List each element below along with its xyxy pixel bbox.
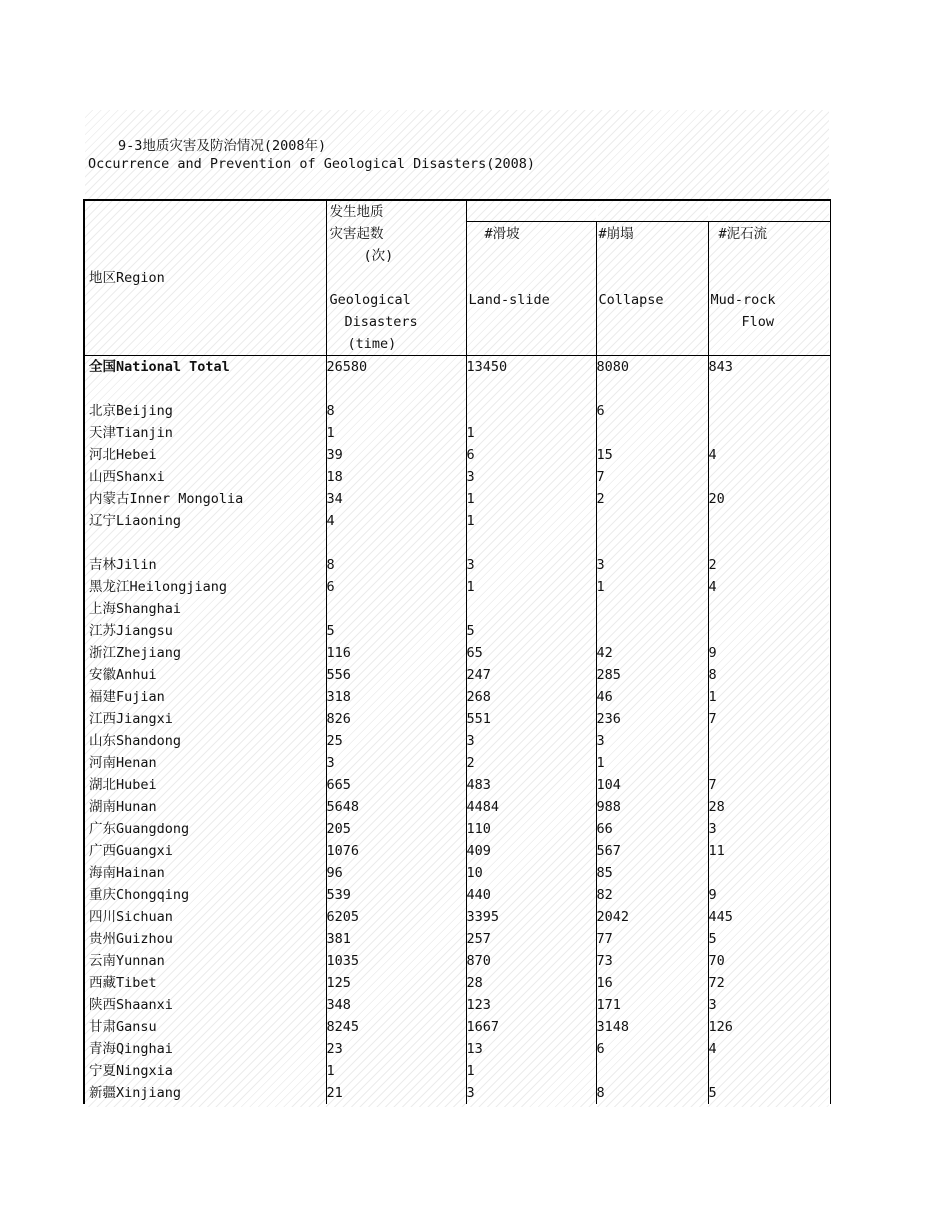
header-geological-disasters <box>326 200 466 356</box>
total-cell: 5648 <box>326 796 466 818</box>
table-row <box>84 862 830 884</box>
collapse-cell: 171 <box>596 994 708 1016</box>
collapse-cell <box>596 620 708 642</box>
landslide-cell: 6 <box>466 444 596 466</box>
mudflow-cell: 28 <box>708 796 830 818</box>
mudflow-cell: 4 <box>708 1038 830 1060</box>
total-cell: 21 <box>326 1082 466 1104</box>
region-cell: 河北Hebei <box>84 444 326 466</box>
national-mudflow-value: 843 <box>708 356 830 379</box>
mudflow-cell: 9 <box>708 642 830 664</box>
collapse-cell <box>596 1060 708 1082</box>
landslide-cell: 1 <box>466 510 596 532</box>
landslide-cell: 440 <box>466 884 596 906</box>
total-cell: 665 <box>326 774 466 796</box>
landslide-cell: 409 <box>466 840 596 862</box>
collapse-cell: 988 <box>596 796 708 818</box>
collapse-cell: 2 <box>596 488 708 510</box>
total-cell: 6205 <box>326 906 466 928</box>
spacer-cell <box>326 532 466 554</box>
header-col2-en: Land-slide <box>468 292 550 308</box>
collapse-cell: 15 <box>596 444 708 466</box>
landslide-cell: 65 <box>466 642 596 664</box>
region-cell: 山西Shanxi <box>84 466 326 488</box>
spacer-cell <box>596 532 708 554</box>
collapse-cell: 66 <box>596 818 708 840</box>
mudflow-cell: 3 <box>708 818 830 840</box>
table-row <box>84 488 830 510</box>
spacer-cell <box>84 378 326 400</box>
national-total-value: 26580 <box>326 356 466 379</box>
total-cell: 96 <box>326 862 466 884</box>
mudflow-cell: 1 <box>708 686 830 708</box>
collapse-cell: 85 <box>596 862 708 884</box>
landslide-cell: 110 <box>466 818 596 840</box>
total-cell: 5 <box>326 620 466 642</box>
mudflow-cell: 5 <box>708 1082 830 1104</box>
header-col3-en: Collapse <box>598 292 664 308</box>
table-row <box>84 444 830 466</box>
header-col1-cn-b: 灾害起数 <box>329 226 384 242</box>
region-cell: 湖南Hunan <box>84 796 326 818</box>
region-cell: 浙江Zhejiang <box>84 642 326 664</box>
landslide-cell: 1 <box>466 488 596 510</box>
total-cell: 8 <box>326 554 466 576</box>
total-cell: 381 <box>326 928 466 950</box>
region-cell: 黑龙江Heilongjiang <box>84 576 326 598</box>
national-landslide-value: 13450 <box>466 356 596 379</box>
table-row <box>84 730 830 752</box>
total-cell: 4 <box>326 510 466 532</box>
table-row <box>84 774 830 796</box>
region-cell: 吉林Jilin <box>84 554 326 576</box>
collapse-cell: 104 <box>596 774 708 796</box>
collapse-cell: 567 <box>596 840 708 862</box>
mudflow-cell <box>708 1060 830 1082</box>
mudflow-cell: 7 <box>708 708 830 730</box>
spacer-cell <box>466 532 596 554</box>
landslide-cell: 28 <box>466 972 596 994</box>
total-cell: 18 <box>326 466 466 488</box>
landslide-cell: 1 <box>466 576 596 598</box>
mudflow-cell: 72 <box>708 972 830 994</box>
national-total-label: 全国National Total <box>84 356 326 379</box>
header-landslide <box>466 200 596 356</box>
total-cell: 125 <box>326 972 466 994</box>
collapse-cell: 16 <box>596 972 708 994</box>
table-row <box>84 994 830 1016</box>
landslide-cell: 247 <box>466 664 596 686</box>
region-cell: 湖北Hubei <box>84 774 326 796</box>
mudflow-cell <box>708 862 830 884</box>
national-collapse-value: 8080 <box>596 356 708 379</box>
region-cell: 广东Guangdong <box>84 818 326 840</box>
total-cell: 1035 <box>326 950 466 972</box>
landslide-cell: 10 <box>466 862 596 884</box>
region-cell: 四川Sichuan <box>84 906 326 928</box>
mudflow-cell <box>708 466 830 488</box>
mudflow-cell <box>708 620 830 642</box>
mudflow-cell: 445 <box>708 906 830 928</box>
landslide-cell: 3395 <box>466 906 596 928</box>
total-cell: 116 <box>326 642 466 664</box>
landslide-cell: 13 <box>466 1038 596 1060</box>
mudflow-cell: 7 <box>708 774 830 796</box>
landslide-cell: 2 <box>466 752 596 774</box>
mudflow-cell <box>708 422 830 444</box>
national-total-row <box>84 356 830 379</box>
region-cell: 江苏Jiangsu <box>84 620 326 642</box>
landslide-cell: 1 <box>466 1060 596 1082</box>
mudflow-cell: 11 <box>708 840 830 862</box>
mudflow-cell <box>708 598 830 620</box>
table-row <box>84 422 830 444</box>
region-cell: 上海Shanghai <box>84 598 326 620</box>
region-cell: 内蒙古Inner Mongolia <box>84 488 326 510</box>
landslide-cell: 4484 <box>466 796 596 818</box>
landslide-cell: 1 <box>466 422 596 444</box>
table-row <box>84 642 830 664</box>
table-row <box>84 796 830 818</box>
collapse-cell: 73 <box>596 950 708 972</box>
mudflow-cell <box>708 510 830 532</box>
landslide-cell: 483 <box>466 774 596 796</box>
region-cell: 西藏Tibet <box>84 972 326 994</box>
table-row <box>84 598 830 620</box>
spacer-cell <box>596 378 708 400</box>
landslide-cell: 5 <box>466 620 596 642</box>
region-cell: 陕西Shaanxi <box>84 994 326 1016</box>
mudflow-cell: 3 <box>708 994 830 1016</box>
region-cell: 江西Jiangxi <box>84 708 326 730</box>
mudflow-cell: 8 <box>708 664 830 686</box>
collapse-cell <box>596 510 708 532</box>
collapse-cell: 1 <box>596 752 708 774</box>
mudflow-cell: 126 <box>708 1016 830 1038</box>
region-cell: 河南Henan <box>84 752 326 774</box>
mudflow-cell: 70 <box>708 950 830 972</box>
collapse-cell: 82 <box>596 884 708 906</box>
landslide-cell: 123 <box>466 994 596 1016</box>
total-cell: 1 <box>326 422 466 444</box>
header-col4-en-b: Flow <box>741 314 775 330</box>
mudflow-cell: 4 <box>708 576 830 598</box>
landslide-cell: 551 <box>466 708 596 730</box>
region-cell: 广西Guangxi <box>84 840 326 862</box>
table-row <box>84 620 830 642</box>
spacer-cell <box>326 378 466 400</box>
region-cell: 重庆Chongqing <box>84 884 326 906</box>
table-row <box>84 1060 830 1082</box>
collapse-cell: 285 <box>596 664 708 686</box>
region-cell: 甘肃Gansu <box>84 1016 326 1038</box>
spacer-cell <box>466 378 596 400</box>
header-col4-en-a: Mud-rock <box>710 292 776 308</box>
table-row <box>84 554 830 576</box>
spacer-cell <box>708 532 830 554</box>
mudflow-cell: 5 <box>708 928 830 950</box>
table-row <box>84 1082 830 1104</box>
header-col3-cn: #崩塌 <box>598 226 634 242</box>
collapse-cell <box>596 598 708 620</box>
collapse-cell: 42 <box>596 642 708 664</box>
region-cell: 宁夏Ningxia <box>84 1060 326 1082</box>
region-cell: 辽宁Liaoning <box>84 510 326 532</box>
disaster-table <box>83 199 831 1104</box>
landslide-cell: 257 <box>466 928 596 950</box>
spacer-row <box>84 532 830 554</box>
total-cell: 539 <box>326 884 466 906</box>
header-mudflow <box>708 200 830 356</box>
total-cell: 8 <box>326 400 466 422</box>
mudflow-cell: 2 <box>708 554 830 576</box>
collapse-cell: 3 <box>596 554 708 576</box>
header-collapse <box>596 200 708 356</box>
table-row <box>84 950 830 972</box>
landslide-cell: 268 <box>466 686 596 708</box>
region-cell: 福建Fujian <box>84 686 326 708</box>
header-col4-cn: #泥石流 <box>718 226 768 242</box>
collapse-cell: 77 <box>596 928 708 950</box>
total-cell: 556 <box>326 664 466 686</box>
collapse-cell: 1 <box>596 576 708 598</box>
landslide-cell: 3 <box>466 1082 596 1104</box>
mudflow-cell: 20 <box>708 488 830 510</box>
region-cell: 贵州Guizhou <box>84 928 326 950</box>
header-row <box>84 200 830 356</box>
landslide-cell: 1667 <box>466 1016 596 1038</box>
table-row <box>84 510 830 532</box>
collapse-cell: 3148 <box>596 1016 708 1038</box>
table-title-english: Occurrence and Prevention of Geological Disasters(2008) <box>88 156 536 172</box>
total-cell <box>326 598 466 620</box>
table-row <box>84 466 830 488</box>
table-row <box>84 884 830 906</box>
total-cell: 348 <box>326 994 466 1016</box>
region-cell: 安徽Anhui <box>84 664 326 686</box>
collapse-cell <box>596 422 708 444</box>
table-row <box>84 400 830 422</box>
total-cell: 318 <box>326 686 466 708</box>
total-cell: 34 <box>326 488 466 510</box>
mudflow-cell: 4 <box>708 444 830 466</box>
region-cell: 山东Shandong <box>84 730 326 752</box>
header-col1-cn-a: 发生地质 <box>329 204 384 220</box>
spacer-cell <box>708 378 830 400</box>
table-row <box>84 686 830 708</box>
region-cell: 天津Tianjin <box>84 422 326 444</box>
total-cell: 1 <box>326 1060 466 1082</box>
region-cell: 北京Beijing <box>84 400 326 422</box>
total-cell: 25 <box>326 730 466 752</box>
collapse-cell: 236 <box>596 708 708 730</box>
table-row <box>84 972 830 994</box>
mudflow-cell <box>708 752 830 774</box>
header-region: 地区Region <box>84 200 326 356</box>
spacer-row <box>84 378 830 400</box>
total-cell: 826 <box>326 708 466 730</box>
header-col1-cn-c: (次) <box>363 248 394 264</box>
landslide-cell: 3 <box>466 730 596 752</box>
region-cell: 海南Hainan <box>84 862 326 884</box>
collapse-cell: 2042 <box>596 906 708 928</box>
table-row <box>84 752 830 774</box>
collapse-cell: 6 <box>596 400 708 422</box>
landslide-cell: 3 <box>466 554 596 576</box>
table-row <box>84 1038 830 1060</box>
collapse-cell: 6 <box>596 1038 708 1060</box>
spacer-cell <box>84 532 326 554</box>
header-col1-en-a: Geological <box>329 292 411 308</box>
total-cell: 6 <box>326 576 466 598</box>
header-col1-en-c: (time) <box>347 336 397 352</box>
table-row <box>84 906 830 928</box>
total-cell: 3 <box>326 752 466 774</box>
mudflow-cell: 9 <box>708 884 830 906</box>
collapse-cell: 7 <box>596 466 708 488</box>
total-cell: 39 <box>326 444 466 466</box>
collapse-cell: 8 <box>596 1082 708 1104</box>
collapse-cell: 3 <box>596 730 708 752</box>
header-col1-en-b: Disasters <box>344 314 418 330</box>
table-row <box>84 840 830 862</box>
total-cell: 1076 <box>326 840 466 862</box>
landslide-cell: 3 <box>466 466 596 488</box>
region-cell: 青海Qinghai <box>84 1038 326 1060</box>
region-cell: 云南Yunnan <box>84 950 326 972</box>
table-row <box>84 928 830 950</box>
landslide-cell <box>466 598 596 620</box>
table-row <box>84 664 830 686</box>
landslide-cell <box>466 400 596 422</box>
mudflow-cell <box>708 400 830 422</box>
table-row <box>84 1016 830 1038</box>
table-row <box>84 818 830 840</box>
table-row <box>84 576 830 598</box>
total-cell: 205 <box>326 818 466 840</box>
region-cell: 新疆Xinjiang <box>84 1082 326 1104</box>
table-row <box>84 708 830 730</box>
landslide-cell: 870 <box>466 950 596 972</box>
header-col2-cn: #滑坡 <box>484 226 520 242</box>
total-cell: 8245 <box>326 1016 466 1038</box>
collapse-cell: 46 <box>596 686 708 708</box>
table-title-chinese: 9-3地质灾害及防治情况(2008年) <box>118 138 327 154</box>
total-cell: 23 <box>326 1038 466 1060</box>
mudflow-cell <box>708 730 830 752</box>
